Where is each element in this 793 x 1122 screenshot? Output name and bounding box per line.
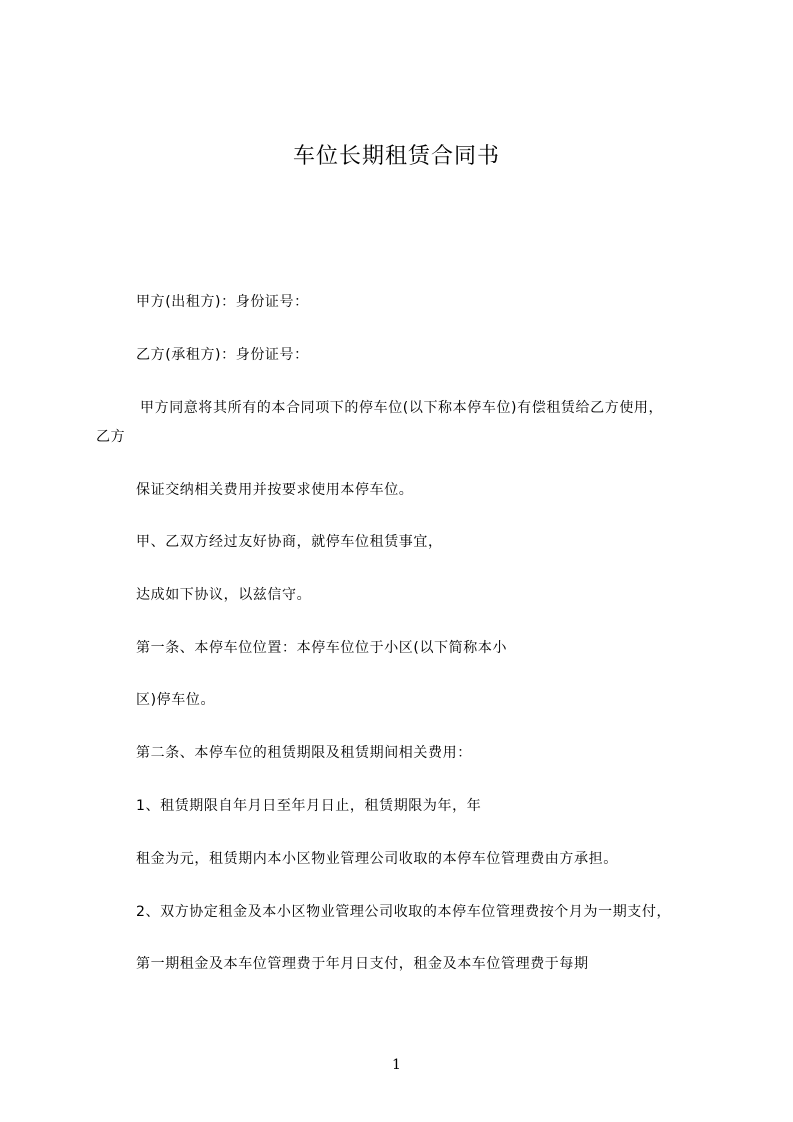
agreement-intro-line: 甲方同意将其所有的本合同项下的停车位(以下称本停车位)有偿租赁给乙方使用， [140,400,664,416]
party-b-line: 乙方(承租方)：身份证号： [136,347,309,363]
party-a-line: 甲方(出租方)：身份证号： [136,294,309,310]
payment-guarantee-line: 保证交纳相关费用并按要求使用本停车位。 [136,482,414,498]
article-2-clause-1-continuation: 租金为元，租赁期内本小区物业管理公司收取的本停车位管理费由方承担。 [136,851,618,867]
article-2-heading: 第二条、本停车位的租赁期限及租赁期间相关费用： [136,745,472,761]
page-number: 1 [392,1057,401,1073]
article-2-clause-1: 1、租赁期限自年月日至年月日止，租赁期限为年，年 [136,798,482,814]
article-2-clause-2: 2、双方协定租金及本小区物业管理公司收取的本停车位管理费按个月为一期支付， [136,904,672,920]
article-2-clause-2-continuation: 第一期租金及本车位管理费于年月日支付，租金及本车位管理费于每期 [136,956,589,972]
article-1-line: 第一条、本停车位位置：本停车位位于小区(以下简称本小 [136,640,508,656]
agreement-reached-line: 达成如下协议，以兹信守。 [136,587,312,603]
negotiation-line: 甲、乙双方经过友好协商，就停车位租赁事宜， [136,534,443,550]
agreement-intro-continuation: 乙方 [96,429,126,445]
article-1-continuation: 区)停车位。 [136,692,216,708]
document-title: 车位长期租赁合同书 [292,144,500,169]
